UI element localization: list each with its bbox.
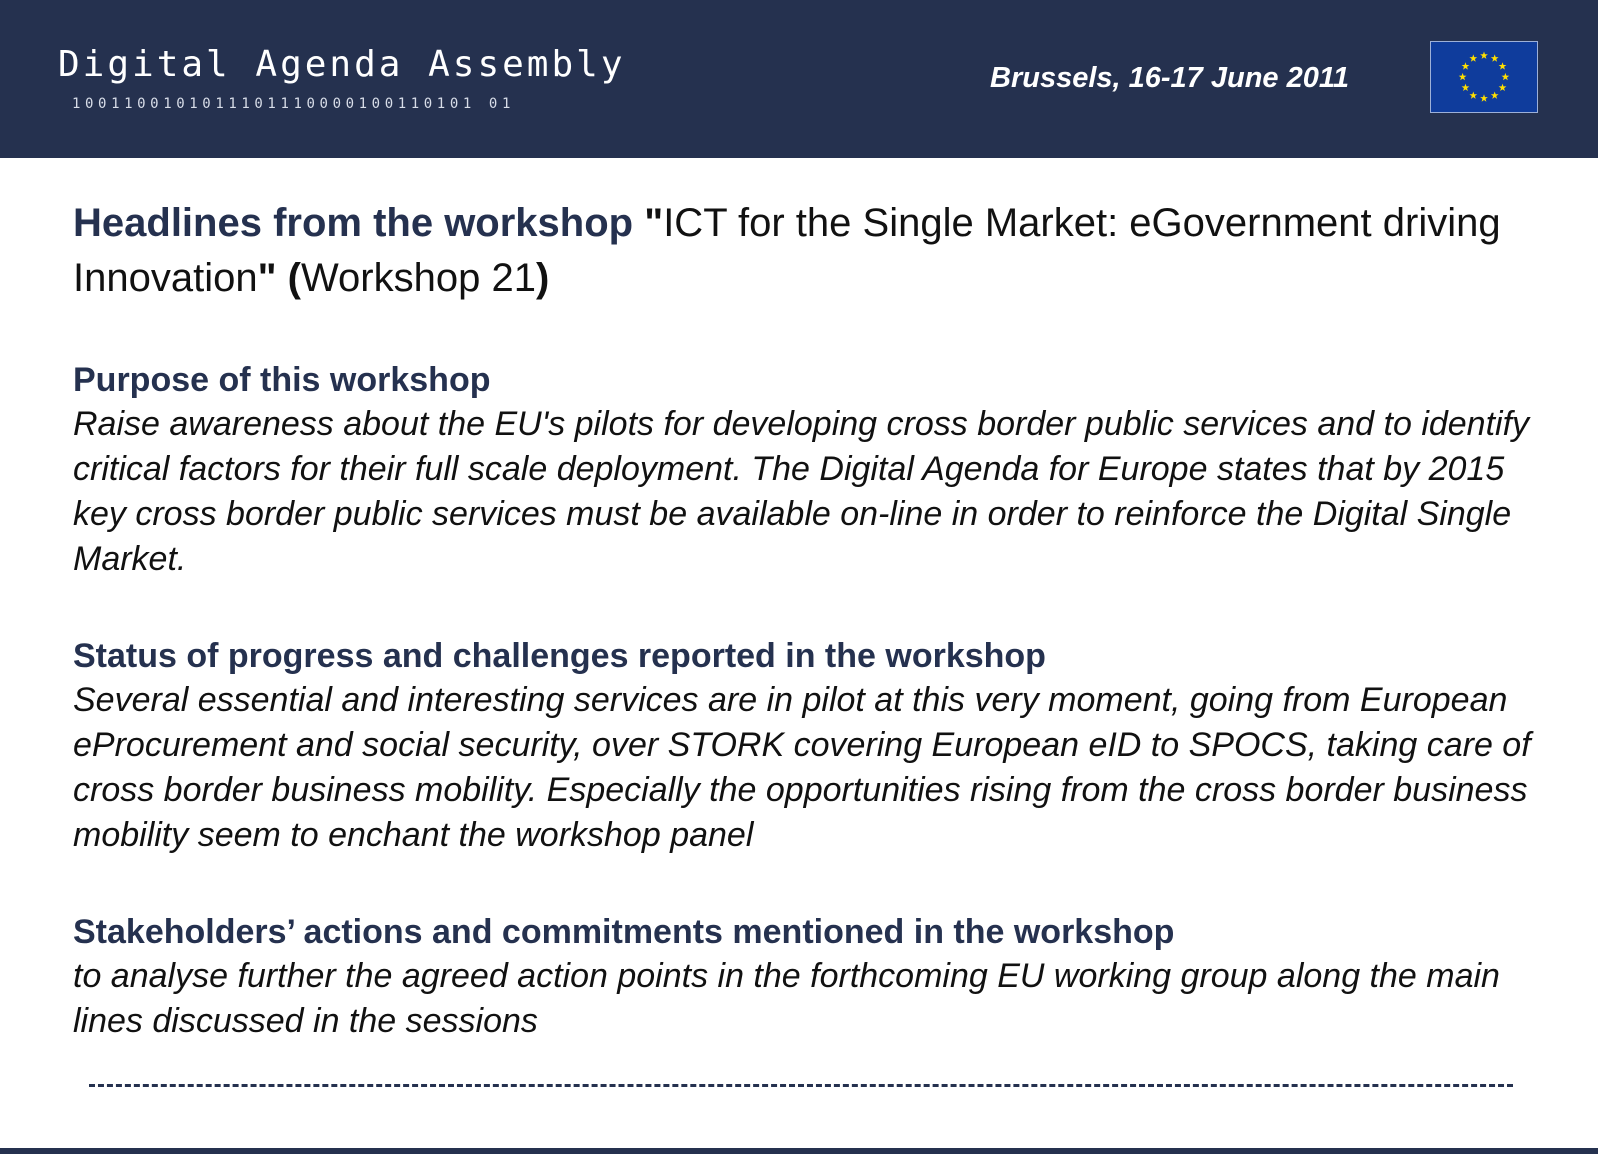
headline-close-quote: " (257, 256, 277, 300)
eu-flag-stars (1431, 42, 1537, 112)
headline-paren-open: ( (276, 256, 301, 300)
section-purpose (73, 358, 1533, 582)
eu-star-icon (1499, 62, 1507, 69)
eu-flag-icon (1430, 41, 1538, 113)
section-status (73, 634, 1533, 858)
section-stakeholders (73, 910, 1533, 1044)
headline (73, 196, 1533, 306)
section-heading: Purpose of this workshop (73, 361, 491, 399)
brand-title: Digital Agenda Assembly (58, 44, 626, 85)
eu-star-icon (1491, 54, 1499, 61)
headline-lead: Headlines from the workshop (73, 201, 645, 245)
section-body: to analyse further the agreed action points in the forthcoming EU working group along the main lines discussed in the sessions (73, 957, 1500, 1040)
brand-binary-strip: 1001100101011101110000100110101 01 (72, 96, 515, 112)
event-location-date: Brussels, 16-17 June 2011 (990, 62, 1349, 94)
dashed-divider (89, 1084, 1513, 1087)
eu-star-icon (1480, 52, 1488, 59)
eu-star-icon (1499, 84, 1507, 91)
workshop-title: ICT for the Single Market: eGovernment driving Innovation (73, 201, 1501, 300)
eu-star-icon (1502, 73, 1510, 80)
workshop-number: Workshop 21 (301, 256, 536, 300)
section-body: Raise awareness about the EU's pilots for developing cross border public services and to identify critical factors for their full scale deployment. The Digital Agenda for Europe states that by 2015 key cross border public services must be available on-line in order to reinforce the Digital Single Market. (73, 405, 1530, 578)
headline-open-quote: " (644, 201, 664, 245)
eu-star-icon (1469, 91, 1477, 98)
eu-star-icon (1462, 84, 1470, 91)
eu-star-icon (1462, 62, 1470, 69)
eu-star-icon (1459, 73, 1467, 80)
eu-star-icon (1480, 94, 1488, 101)
header-banner (0, 0, 1598, 158)
section-heading: Stakeholders’ actions and commitments mentioned in the workshop (73, 913, 1175, 951)
main-content (73, 196, 1533, 1087)
section-heading: Status of progress and challenges reported in the workshop (73, 637, 1046, 675)
footer-bar (0, 1148, 1598, 1154)
headline-paren-close: ) (535, 256, 550, 300)
eu-star-icon (1469, 54, 1477, 61)
section-body: Several essential and interesting services are in pilot at this very moment, going from European eProcurement and social security, over STORK covering European eID to SPOCS, taking care of cross border business mobility. Especially the opportunities rising from the cross border business mobility seem to enchant the workshop panel (73, 681, 1531, 854)
eu-star-icon (1491, 91, 1499, 98)
